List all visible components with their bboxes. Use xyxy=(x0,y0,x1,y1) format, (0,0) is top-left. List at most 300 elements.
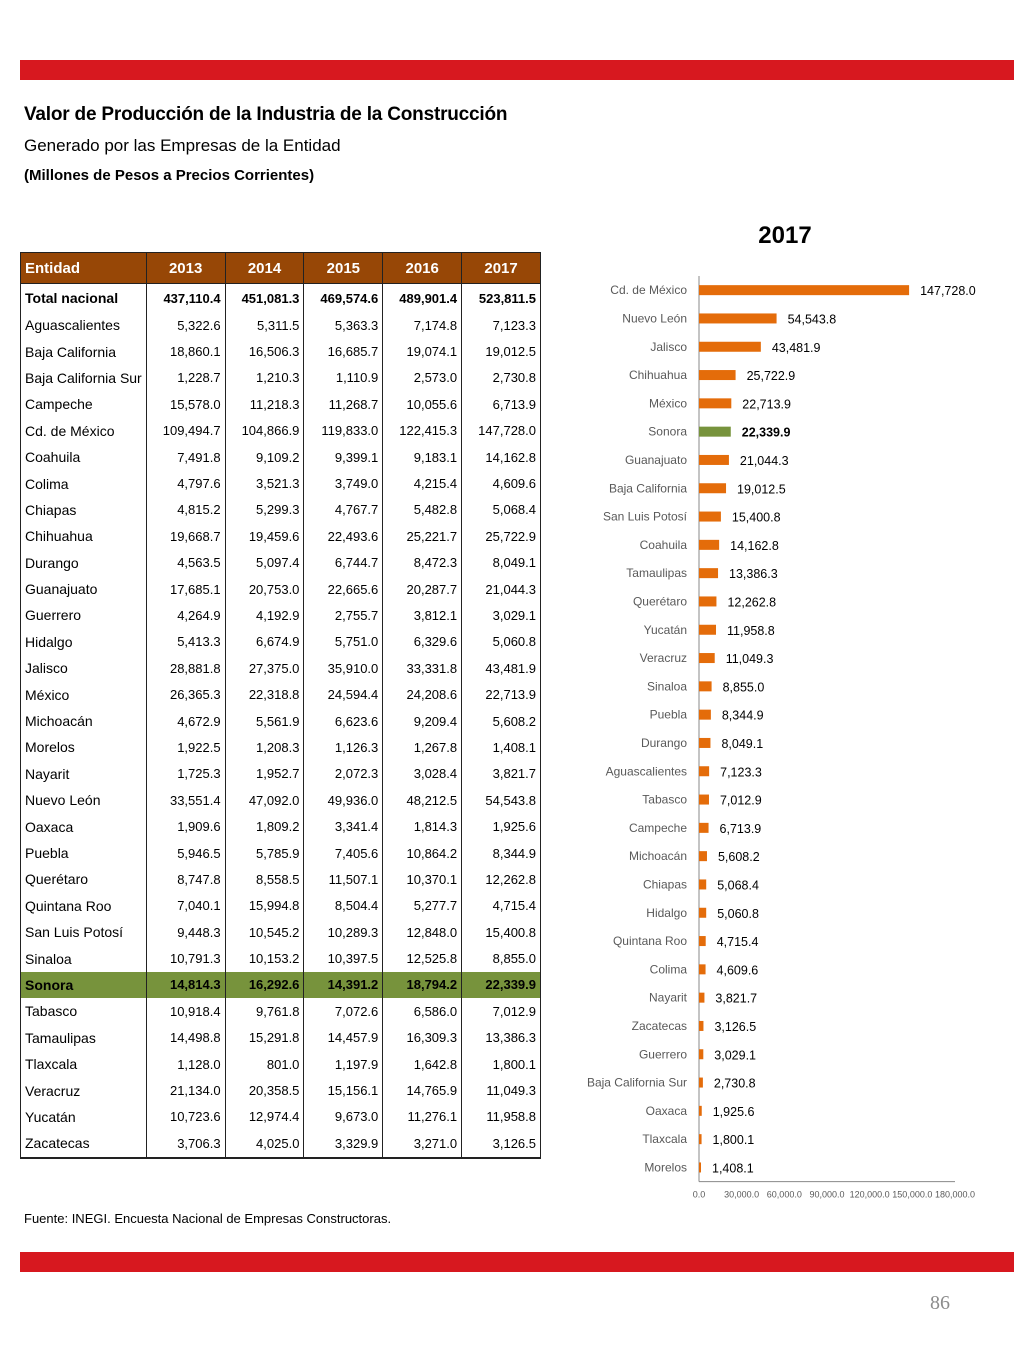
bar-chart-2017 xyxy=(560,270,1000,1222)
table-cell: 7,040.1 xyxy=(146,893,225,919)
table-cell: 15,578.0 xyxy=(146,391,225,417)
table-cell: 9,673.0 xyxy=(304,1104,383,1130)
category-label: Puebla xyxy=(649,707,687,722)
table-cell: 6,744.7 xyxy=(304,550,383,576)
table-cell: 10,370.1 xyxy=(383,866,462,892)
table-cell: 4,609.6 xyxy=(462,470,541,496)
table-cell: 22,318.8 xyxy=(225,681,304,707)
table-row xyxy=(21,365,541,391)
category-label: Oaxaca xyxy=(645,1103,687,1118)
table-cell: 2,072.3 xyxy=(304,761,383,787)
value-label: 54,543.8 xyxy=(787,312,837,327)
table-cell: 2,573.0 xyxy=(383,365,462,391)
table-cell: 49,936.0 xyxy=(304,787,383,813)
value-label: 8,344.9 xyxy=(721,708,764,723)
bar-18 xyxy=(699,795,709,805)
table-cell: 9,183.1 xyxy=(383,444,462,470)
table-cell: 11,218.3 xyxy=(225,391,304,417)
table-cell: 1,208.3 xyxy=(225,734,304,760)
category-label: San Luis Potosí xyxy=(602,509,687,524)
table-cell: 9,448.3 xyxy=(146,919,225,945)
table-cell: 19,074.1 xyxy=(383,338,462,364)
category-label: México xyxy=(648,396,687,411)
bar-12 xyxy=(699,625,716,635)
table-cell: Jalisco xyxy=(21,655,147,681)
table-cell: 26,365.3 xyxy=(146,681,225,707)
table-cell: 19,012.5 xyxy=(462,338,541,364)
bar-13 xyxy=(699,653,715,663)
table-cell: 22,493.6 xyxy=(304,523,383,549)
table-cell: 5,482.8 xyxy=(383,497,462,523)
table-cell: 18,794.2 xyxy=(383,972,462,998)
table-cell: 7,405.6 xyxy=(304,840,383,866)
table-cell: 15,291.8 xyxy=(225,1025,304,1051)
table-cell: 21,044.3 xyxy=(462,576,541,602)
category-label: Sonora xyxy=(648,424,687,439)
table-cell: 43,481.9 xyxy=(462,655,541,681)
table-cell: 21,134.0 xyxy=(146,1077,225,1103)
table-cell: 8,747.8 xyxy=(146,866,225,892)
table-cell: Campeche xyxy=(21,391,147,417)
category-label: Chihuahua xyxy=(628,368,687,383)
table-cell: 10,055.6 xyxy=(383,391,462,417)
category-label: Aguascalientes xyxy=(605,764,687,779)
bar-8 xyxy=(699,512,721,522)
table-cell: 5,311.5 xyxy=(225,312,304,338)
table-cell: 10,397.5 xyxy=(304,945,383,971)
table-cell: Nuevo León xyxy=(21,787,147,813)
category-label: Tamaulipas xyxy=(626,566,687,581)
table-cell: 6,713.9 xyxy=(462,391,541,417)
bar-6 xyxy=(699,455,729,465)
table-row xyxy=(21,391,541,417)
table-cell: 48,212.5 xyxy=(383,787,462,813)
x-tick-label: 30,000.0 xyxy=(724,1189,760,1200)
table-row xyxy=(21,470,541,496)
table-row xyxy=(21,444,541,470)
table-cell: Guerrero xyxy=(21,602,147,628)
table-cell: 5,413.3 xyxy=(146,629,225,655)
table-cell: 4,563.5 xyxy=(146,550,225,576)
table-cell: 1,642.8 xyxy=(383,1051,462,1077)
table-cell: 24,594.4 xyxy=(304,681,383,707)
table-cell: 10,289.3 xyxy=(304,919,383,945)
table-cell: 122,415.3 xyxy=(383,418,462,444)
table-row xyxy=(21,1130,541,1157)
category-label: Veracruz xyxy=(639,651,687,666)
page-subtitle: Generado por las Empresas de la Entidad xyxy=(24,136,341,155)
bar-22 xyxy=(699,908,706,918)
table-cell: 104,866.9 xyxy=(225,418,304,444)
table-cell: 3,029.1 xyxy=(462,602,541,628)
category-label: Cd. de México xyxy=(610,283,687,298)
value-label: 3,126.5 xyxy=(714,1019,757,1034)
table-cell: 54,543.8 xyxy=(462,787,541,813)
bar-3 xyxy=(699,370,736,380)
table-cell: Baja California Sur xyxy=(21,365,147,391)
header-entidad: Entidad xyxy=(21,253,147,284)
table-cell: 8,558.5 xyxy=(225,866,304,892)
table-row xyxy=(21,945,541,971)
table-cell: 16,685.7 xyxy=(304,338,383,364)
table-cell: 35,910.0 xyxy=(304,655,383,681)
table-row xyxy=(21,1077,541,1103)
table-cell: 16,506.3 xyxy=(225,338,304,364)
table-cell: 11,958.8 xyxy=(462,1104,541,1130)
table-cell: 4,815.2 xyxy=(146,497,225,523)
table-cell: 451,081.3 xyxy=(225,284,304,313)
value-label: 11,958.8 xyxy=(727,623,775,638)
table-cell: 1,809.2 xyxy=(225,813,304,839)
page-title: Valor de Producción de la Industria de la Construcción xyxy=(24,104,508,125)
table-cell: 10,864.2 xyxy=(383,840,462,866)
value-label: 5,068.4 xyxy=(717,878,759,893)
table-cell: 4,715.4 xyxy=(462,893,541,919)
table-cell: 2,730.8 xyxy=(462,365,541,391)
table-cell: 11,507.1 xyxy=(304,866,383,892)
table-cell: 22,339.9 xyxy=(462,972,541,998)
table-cell: 109,494.7 xyxy=(146,418,225,444)
table-cell: 22,665.6 xyxy=(304,576,383,602)
table-cell: Guanajuato xyxy=(21,576,147,602)
table-cell: 3,271.0 xyxy=(383,1130,462,1157)
table-cell: 10,791.3 xyxy=(146,945,225,971)
category-label: Durango xyxy=(640,735,687,750)
table-cell: 6,586.0 xyxy=(383,998,462,1024)
table-cell: Chiapas xyxy=(21,497,147,523)
bar-5 xyxy=(699,427,731,437)
value-label: 12,262.8 xyxy=(727,595,777,610)
category-label: Yucatán xyxy=(643,622,687,637)
table-cell: 1,814.3 xyxy=(383,813,462,839)
table-cell: 28,881.8 xyxy=(146,655,225,681)
page-number: 86 xyxy=(930,1292,950,1314)
table-cell: Zacatecas xyxy=(21,1130,147,1157)
table-cell: 4,264.9 xyxy=(146,602,225,628)
bar-4 xyxy=(699,398,731,408)
table-cell: 11,049.3 xyxy=(462,1077,541,1103)
table-cell: 5,097.4 xyxy=(225,550,304,576)
table-cell: 14,162.8 xyxy=(462,444,541,470)
table-cell: Tamaulipas xyxy=(21,1025,147,1051)
table-cell: 3,812.1 xyxy=(383,602,462,628)
table-cell: 1,210.3 xyxy=(225,365,304,391)
table-cell: 4,672.9 xyxy=(146,708,225,734)
table-cell: Puebla xyxy=(21,840,147,866)
table-cell: Quintana Roo xyxy=(21,893,147,919)
table-cell: Baja California xyxy=(21,338,147,364)
table-row xyxy=(21,497,541,523)
table-cell: 5,946.5 xyxy=(146,840,225,866)
table-row xyxy=(21,893,541,919)
table-cell: 1,909.6 xyxy=(146,813,225,839)
category-label: Michoacán xyxy=(628,849,687,864)
value-label: 147,728.0 xyxy=(920,284,976,299)
header-2014: 2014 xyxy=(225,253,304,284)
category-label: Nayarit xyxy=(648,990,687,1005)
table-cell: 6,674.9 xyxy=(225,629,304,655)
source-note: Fuente: INEGI. Encuesta Nacional de Empresas Constructoras. xyxy=(24,1211,392,1226)
bar-17 xyxy=(699,766,709,776)
table-cell: 1,952.7 xyxy=(225,761,304,787)
table-cell: 14,765.9 xyxy=(383,1077,462,1103)
table-cell: 3,521.3 xyxy=(225,470,304,496)
bar-9 xyxy=(699,540,719,550)
category-label: Chiapas xyxy=(642,877,687,892)
table-cell: 5,277.7 xyxy=(383,893,462,919)
table-cell: 801.0 xyxy=(225,1051,304,1077)
table-row xyxy=(21,418,541,444)
bar-31 xyxy=(699,1162,701,1172)
table-cell: 119,833.0 xyxy=(304,418,383,444)
table-cell: Nayarit xyxy=(21,761,147,787)
header-2016: 2016 xyxy=(383,253,462,284)
category-label: Baja California Sur xyxy=(586,1075,687,1090)
table-cell: Veracruz xyxy=(21,1077,147,1103)
table-cell: 5,060.8 xyxy=(462,629,541,655)
table-cell: 5,608.2 xyxy=(462,708,541,734)
value-label: 8,855.0 xyxy=(722,680,765,695)
table-cell: 7,491.8 xyxy=(146,444,225,470)
table-cell: 25,221.7 xyxy=(383,523,462,549)
table-cell: 3,706.3 xyxy=(146,1130,225,1157)
value-label: 3,821.7 xyxy=(715,991,758,1006)
table-cell: 33,551.4 xyxy=(146,787,225,813)
bar-27 xyxy=(699,1049,703,1059)
table-cell: 1,228.7 xyxy=(146,365,225,391)
table-cell: 3,821.7 xyxy=(462,761,541,787)
table-cell: 1,267.8 xyxy=(383,734,462,760)
table-cell: 4,767.7 xyxy=(304,497,383,523)
table-row xyxy=(21,576,541,602)
x-tick-label: 60,000.0 xyxy=(766,1189,802,1200)
table-row xyxy=(21,655,541,681)
bar-23 xyxy=(699,936,706,946)
table-cell: 16,292.6 xyxy=(225,972,304,998)
table-cell: 7,174.8 xyxy=(383,312,462,338)
header-2015: 2015 xyxy=(304,253,383,284)
table-cell: Colima xyxy=(21,470,147,496)
value-label: 14,162.8 xyxy=(730,538,779,553)
bar-30 xyxy=(699,1134,702,1144)
category-label: Tlaxcala xyxy=(642,1132,687,1147)
table-cell: 15,400.8 xyxy=(462,919,541,945)
table-cell: 5,561.9 xyxy=(225,708,304,734)
table-cell: 20,287.7 xyxy=(383,576,462,602)
bar-16 xyxy=(699,738,710,748)
bottom-band xyxy=(20,1252,1014,1272)
table-row xyxy=(21,1025,541,1051)
table-cell: 10,153.2 xyxy=(225,945,304,971)
value-label: 7,123.3 xyxy=(720,765,762,780)
table-cell: 15,156.1 xyxy=(304,1077,383,1103)
table-cell: 20,753.0 xyxy=(225,576,304,602)
table-cell: 8,855.0 xyxy=(462,945,541,971)
table-cell: 14,391.2 xyxy=(304,972,383,998)
table-cell: 3,329.9 xyxy=(304,1130,383,1157)
category-label: Tabasco xyxy=(642,792,687,807)
table-cell: 4,797.6 xyxy=(146,470,225,496)
category-label: Campeche xyxy=(628,820,687,835)
table-cell: 1,110.9 xyxy=(304,365,383,391)
category-label: Zacatecas xyxy=(631,1018,687,1033)
table-cell: 1,128.0 xyxy=(146,1051,225,1077)
category-label: Coahuila xyxy=(639,537,687,552)
category-label: Baja California xyxy=(608,481,687,496)
table-row xyxy=(21,523,541,549)
table-cell: 1,197.9 xyxy=(304,1051,383,1077)
table-cell: Hidalgo xyxy=(21,629,147,655)
table-cell: Yucatán xyxy=(21,1104,147,1130)
table-cell: 10,918.4 xyxy=(146,998,225,1024)
table-row xyxy=(21,840,541,866)
table-cell: Oaxaca xyxy=(21,813,147,839)
table-cell: 7,012.9 xyxy=(462,998,541,1024)
bar-26 xyxy=(699,1021,703,1031)
bar-1 xyxy=(699,313,777,323)
table-row xyxy=(21,1104,541,1130)
table-cell: 7,123.3 xyxy=(462,312,541,338)
table-cell: 7,072.6 xyxy=(304,998,383,1024)
value-label: 4,715.4 xyxy=(716,935,759,950)
x-tick-label: 120,000.0 xyxy=(849,1189,890,1200)
table-row xyxy=(21,972,541,998)
category-label: Guerrero xyxy=(638,1047,687,1062)
top-band xyxy=(20,60,1014,80)
table-cell: 8,344.9 xyxy=(462,840,541,866)
table-cell: 1,925.6 xyxy=(462,813,541,839)
value-label: 7,012.9 xyxy=(719,793,762,808)
table-cell: 27,375.0 xyxy=(225,655,304,681)
table-cell: 14,457.9 xyxy=(304,1025,383,1051)
table-cell: 437,110.4 xyxy=(146,284,225,313)
bar-28 xyxy=(699,1078,703,1088)
table-cell: 3,749.0 xyxy=(304,470,383,496)
table-cell: 11,276.1 xyxy=(383,1104,462,1130)
category-label: Sinaloa xyxy=(646,679,687,694)
table-cell: 18,860.1 xyxy=(146,338,225,364)
table-cell: Sonora xyxy=(21,972,147,998)
table-row xyxy=(21,629,541,655)
bar-0 xyxy=(699,285,909,295)
table-cell: 12,848.0 xyxy=(383,919,462,945)
bar-15 xyxy=(699,710,711,720)
value-label: 2,730.8 xyxy=(713,1076,756,1091)
category-label: Morelos xyxy=(644,1160,687,1175)
table-cell: 12,262.8 xyxy=(462,866,541,892)
bar-2 xyxy=(699,342,761,352)
table-cell: 20,358.5 xyxy=(225,1077,304,1103)
header-2017: 2017 xyxy=(462,253,541,284)
value-label: 13,386.3 xyxy=(729,567,778,582)
value-label: 21,044.3 xyxy=(739,453,789,468)
value-label: 8,049.1 xyxy=(721,736,764,751)
table-cell: Aguascalientes xyxy=(21,312,147,338)
table-cell: 33,331.8 xyxy=(383,655,462,681)
value-label: 3,029.1 xyxy=(714,1048,757,1063)
value-label: 43,481.9 xyxy=(771,340,821,355)
table-cell: Michoacán xyxy=(21,708,147,734)
table-row xyxy=(21,998,541,1024)
table-cell: 5,751.0 xyxy=(304,629,383,655)
table-cell: 19,459.6 xyxy=(225,523,304,549)
table-cell: 8,472.3 xyxy=(383,550,462,576)
bar-11 xyxy=(699,596,716,606)
value-label: 22,339.9 xyxy=(741,425,791,440)
table-cell: 15,994.8 xyxy=(225,893,304,919)
table-cell: 14,498.8 xyxy=(146,1025,225,1051)
bar-19 xyxy=(699,823,709,833)
x-tick-label: 180,000.0 xyxy=(934,1189,976,1200)
x-tick-label: 150,000.0 xyxy=(892,1189,933,1200)
table-row xyxy=(21,708,541,734)
value-label: 1,408.1 xyxy=(712,1161,754,1176)
table-cell: Morelos xyxy=(21,734,147,760)
table-row xyxy=(21,734,541,760)
table-cell: 9,209.4 xyxy=(383,708,462,734)
table-row xyxy=(21,919,541,945)
table-cell: 4,192.9 xyxy=(225,602,304,628)
table-cell: 1,800.1 xyxy=(462,1051,541,1077)
table-cell: 9,399.1 xyxy=(304,444,383,470)
value-label: 6,713.9 xyxy=(719,821,762,836)
value-label: 5,608.2 xyxy=(717,850,760,865)
table-cell: Tlaxcala xyxy=(21,1051,147,1077)
table-cell: 5,785.9 xyxy=(225,840,304,866)
table-cell: 9,761.8 xyxy=(225,998,304,1024)
table-cell: 3,341.4 xyxy=(304,813,383,839)
value-label: 19,012.5 xyxy=(737,482,786,497)
table-cell: 19,668.7 xyxy=(146,523,225,549)
table-cell: 5,068.4 xyxy=(462,497,541,523)
table-cell: 16,309.3 xyxy=(383,1025,462,1051)
table-row xyxy=(21,761,541,787)
units-note: (Millones de Pesos a Precios Corrientes) xyxy=(24,167,315,184)
table-cell: 4,025.0 xyxy=(225,1130,304,1157)
table-cell: 12,974.4 xyxy=(225,1104,304,1130)
table-row xyxy=(21,338,541,364)
table-cell: 6,623.6 xyxy=(304,708,383,734)
table-cell: Cd. de México xyxy=(21,418,147,444)
table-cell: 9,109.2 xyxy=(225,444,304,470)
table-cell: 22,713.9 xyxy=(462,681,541,707)
chart-title: 2017 xyxy=(758,222,812,249)
table-cell: 523,811.5 xyxy=(462,284,541,313)
table-cell: 469,574.6 xyxy=(304,284,383,313)
value-label: 4,609.6 xyxy=(716,963,759,978)
category-label: Querétaro xyxy=(632,594,687,609)
table-cell: Chihuahua xyxy=(21,523,147,549)
value-label: 25,722.9 xyxy=(746,369,796,384)
value-label: 22,713.9 xyxy=(742,397,791,412)
value-label: 1,925.6 xyxy=(712,1104,755,1119)
table-cell: 2,755.7 xyxy=(304,602,383,628)
table-cell: 10,723.6 xyxy=(146,1104,225,1130)
bar-14 xyxy=(699,681,712,691)
table-cell: 5,363.3 xyxy=(304,312,383,338)
table-cell: 147,728.0 xyxy=(462,418,541,444)
bar-7 xyxy=(699,483,726,493)
production-table xyxy=(20,252,541,1159)
bar-29 xyxy=(699,1106,702,1116)
table-row xyxy=(21,1051,541,1077)
table-row xyxy=(21,866,541,892)
total-row xyxy=(21,284,541,313)
bar-24 xyxy=(699,964,706,974)
header-2013: 2013 xyxy=(146,253,225,284)
table-cell: 6,329.6 xyxy=(383,629,462,655)
table-cell: 25,722.9 xyxy=(462,523,541,549)
